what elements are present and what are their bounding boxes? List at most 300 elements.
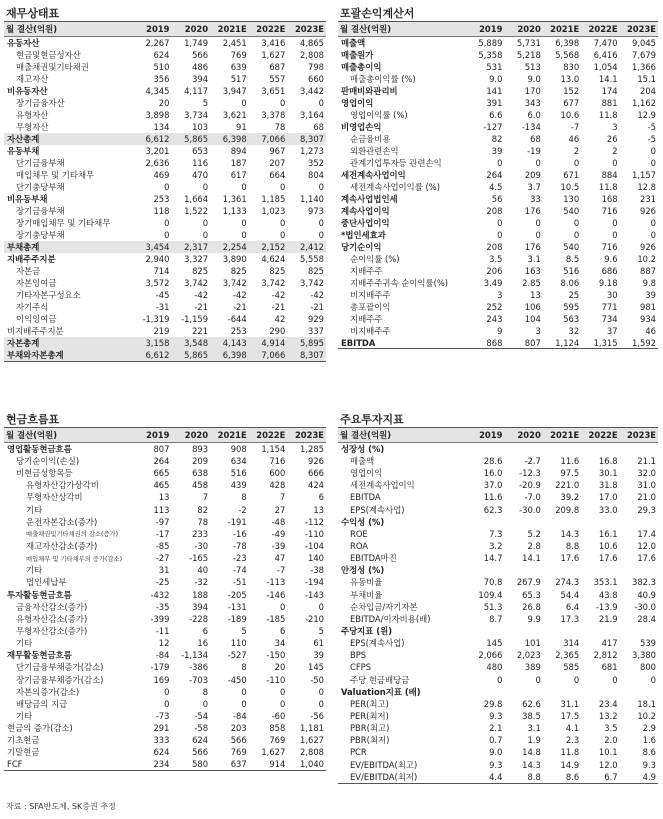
value-cell: 929	[308, 314, 324, 324]
value-cell: 39	[491, 146, 503, 156]
value-cell: 21.0	[637, 492, 656, 503]
value-cell: -113	[266, 577, 286, 588]
table-row	[4, 253, 326, 265]
value-cell: 10.6	[598, 541, 618, 552]
value-cell: 0	[279, 601, 286, 612]
value-cell: 8.6	[642, 747, 656, 758]
value-cell: 29.3	[637, 504, 656, 515]
value-cell: 7.3	[489, 528, 503, 539]
value-cell: 9,045	[632, 38, 656, 48]
row-label: 유형자산감소(증가)	[16, 613, 88, 624]
value-cell: 5	[241, 626, 247, 637]
row-label: 금융자산감소(증가)	[16, 601, 88, 612]
value-cell: 2.85	[522, 278, 541, 288]
table-row	[4, 564, 326, 576]
value-cell: -17	[155, 528, 170, 539]
value-cell: 3	[612, 122, 618, 132]
value-cell: 0	[535, 230, 541, 240]
value-cell: 68	[313, 122, 324, 132]
value-cell: 2,812	[593, 650, 618, 661]
value-cell: 0	[573, 158, 580, 168]
row-label: 수익성 (%)	[341, 516, 385, 527]
financial-table	[4, 21, 326, 362]
value-cell: 34	[274, 638, 286, 649]
value-cell	[620, 443, 658, 456]
value-cell: 1,181	[300, 723, 324, 734]
value-cell: 6,398	[555, 38, 580, 48]
value-cell: 0	[612, 158, 618, 168]
value-cell: -54	[194, 711, 209, 722]
row-label: 매출채권및기타채권의 감소(증가)	[26, 531, 119, 539]
value-cell: 40.9	[637, 589, 656, 600]
table-row	[338, 277, 658, 289]
value-cell: 11.8	[560, 747, 580, 758]
row-label: EBITDA마진	[350, 553, 397, 564]
table-row	[4, 193, 326, 205]
value-cell: 3	[535, 326, 541, 336]
value-cell: 118	[153, 206, 170, 216]
table-row	[338, 205, 658, 217]
row-label: 자본총계	[4, 337, 133, 349]
value-cell: 3,164	[300, 110, 324, 120]
value-cell: 716	[601, 206, 618, 216]
row-label: 영업활동현금흐름	[7, 444, 72, 454]
value-cell: -432	[150, 589, 170, 600]
table-row	[338, 229, 658, 241]
value-cell: 653	[192, 146, 209, 156]
table-row	[338, 576, 658, 588]
table-row	[338, 710, 658, 722]
value-cell: 209	[192, 456, 209, 467]
row-label: ROA	[350, 541, 368, 552]
value-cell: 188	[192, 589, 209, 600]
value-cell: 8	[241, 492, 247, 503]
value-cell: 54.4	[560, 589, 580, 600]
row-label: 비지배주주지분	[7, 326, 64, 336]
value-cell: 0	[650, 218, 656, 228]
row-label: 매입채무 및 기타채무	[16, 170, 95, 180]
value-cell: 0	[650, 230, 656, 240]
year-header: 2021E	[543, 428, 581, 443]
value-cell: 0	[318, 182, 324, 192]
value-cell: 145	[486, 638, 503, 649]
table-row	[4, 85, 326, 97]
row-label: 장기금융부채	[16, 206, 65, 216]
table-row	[4, 576, 326, 588]
value-cell: 887	[640, 266, 656, 276]
table-row	[4, 277, 326, 289]
value-cell: 6,416	[593, 50, 618, 60]
value-cell: 2,365	[555, 650, 580, 661]
value-cell: 169	[153, 674, 170, 685]
value-cell: 660	[308, 74, 324, 84]
value-cell: 0	[318, 218, 324, 228]
table-row	[4, 313, 326, 325]
value-cell: 1,040	[287, 759, 326, 771]
year-header: 2023E	[287, 428, 326, 443]
row-label: 주당 현금배당금	[350, 674, 410, 685]
table-row	[4, 479, 326, 491]
value-cell: 3,201	[145, 146, 170, 156]
value-cell: 207	[269, 158, 286, 168]
value-cell: 3,742	[261, 278, 286, 288]
value-cell: 1,361	[222, 194, 247, 204]
value-cell: -185	[266, 613, 286, 624]
table-row	[338, 37, 658, 50]
value-cell: -85	[155, 541, 170, 552]
value-cell: 68	[530, 134, 541, 144]
value-cell: -42	[271, 290, 286, 300]
value-cell: 163	[524, 266, 541, 276]
year-header: 2023E	[620, 22, 658, 37]
value-cell: 566	[192, 50, 209, 60]
value-cell: 3,572	[145, 278, 170, 288]
value-cell: 145	[308, 662, 324, 673]
value-cell: 624	[153, 50, 170, 60]
table-row	[338, 649, 658, 661]
value-cell: 3,651	[261, 86, 286, 96]
row-label: EPS(계속사업)	[350, 504, 405, 515]
value-cell: 382.3	[632, 577, 656, 588]
value-cell: 4.4	[466, 771, 504, 784]
value-cell: -51	[233, 577, 247, 588]
value-cell: -1,134	[181, 650, 209, 661]
value-cell: 1,154	[261, 444, 286, 454]
row-label: EV/EBITDA(최저)	[338, 771, 466, 784]
value-cell: 8,307	[287, 133, 326, 145]
row-label: 매출액	[350, 456, 375, 467]
value-cell: 0	[164, 182, 170, 192]
value-cell: 8.8	[565, 541, 580, 552]
value-cell: 486	[192, 62, 209, 72]
row-label: 비지배주주	[350, 326, 391, 336]
value-cell: 0	[241, 218, 247, 228]
value-cell: -7	[276, 565, 286, 576]
value-cell: 3,742	[184, 278, 209, 288]
row-label: 부채총계	[4, 241, 133, 253]
row-label: 당기순이익(손실)	[16, 456, 80, 467]
value-cell: 21.9	[598, 613, 618, 624]
value-cell: 666	[308, 468, 324, 479]
table-row	[4, 109, 326, 121]
value-cell: -42	[310, 290, 324, 300]
value-cell: 20	[158, 98, 170, 108]
value-cell: 967	[269, 146, 286, 156]
value-cell: 7,679	[632, 50, 656, 60]
value-cell: 82	[197, 504, 209, 515]
row-label: 현금의 증가(감소)	[7, 723, 73, 734]
row-label: 매출원가	[341, 50, 374, 60]
value-cell: 3,898	[145, 110, 170, 120]
value-cell: 14.1	[598, 74, 618, 84]
value-cell: 1,627	[261, 747, 286, 758]
row-label: 부채와자본총계	[4, 349, 133, 362]
value-cell: 8,307	[287, 349, 326, 362]
value-cell: 0	[497, 674, 503, 685]
row-label: 외환관련손익	[350, 146, 399, 156]
value-cell: 3,742	[222, 278, 247, 288]
value-cell: 394	[192, 601, 209, 612]
value-cell: 1,140	[300, 194, 324, 204]
value-cell: 16.8	[598, 456, 618, 467]
value-cell: 9.18	[598, 278, 618, 288]
value-cell: 106	[524, 302, 541, 312]
row-label: 투자활동현금흐름	[7, 589, 72, 600]
value-cell: 1,627	[261, 50, 286, 60]
value-cell: 17.3	[560, 613, 580, 624]
row-label: 계속사업이익	[341, 206, 390, 216]
value-cell: -13.9	[595, 601, 618, 612]
value-cell: 469	[153, 170, 170, 180]
value-cell: 40	[197, 565, 209, 576]
value-cell: 5	[318, 626, 324, 637]
table-row	[338, 722, 658, 734]
table-row	[4, 698, 326, 710]
table-row	[4, 746, 326, 758]
table-row	[4, 61, 326, 73]
table-row	[4, 759, 326, 771]
value-cell: 208	[486, 242, 503, 252]
value-cell: 4,345	[145, 86, 170, 96]
table-row	[338, 337, 658, 349]
value-cell: 91	[236, 122, 247, 132]
header-label: 월 결산(억원)	[4, 22, 133, 37]
value-cell: 356	[153, 74, 170, 84]
value-cell: 7,066	[249, 349, 288, 362]
value-cell: 9.6	[604, 254, 618, 264]
value-cell: 16.1	[598, 528, 618, 539]
row-label: FCF	[4, 759, 133, 771]
value-cell: 2,808	[300, 50, 324, 60]
value-cell	[466, 625, 504, 637]
value-cell: 8.6	[543, 771, 581, 784]
row-label: 유형자산	[16, 110, 49, 120]
row-label: 순차입금/자기자본	[350, 601, 418, 612]
row-label: 중단사업이익	[341, 218, 390, 228]
row-label: 자본잉여금	[16, 278, 57, 288]
value-cell: 3.7	[527, 182, 541, 192]
row-label: 무형자산상각비	[26, 492, 83, 503]
value-cell: 176	[524, 206, 541, 216]
value-cell: 2,066	[478, 650, 503, 661]
table-row	[338, 455, 658, 467]
value-cell: -23	[233, 553, 247, 564]
value-cell	[466, 686, 504, 698]
table-row	[338, 698, 658, 710]
value-cell: 6.4	[565, 601, 580, 612]
value-cell: 1,522	[184, 206, 209, 216]
row-label: 영업이익률 (%)	[350, 110, 408, 120]
table-row	[4, 504, 326, 516]
row-label: 세전계속사업이익	[350, 480, 415, 491]
value-cell: 17.6	[637, 553, 656, 564]
value-cell: 141	[486, 86, 503, 96]
value-cell: 4.1	[565, 723, 580, 734]
table-row	[4, 241, 326, 253]
value-cell: -7	[570, 122, 580, 132]
value-cell: 439	[230, 480, 247, 491]
value-cell: 5,865	[171, 349, 210, 362]
table-row	[338, 73, 658, 85]
value-cell: -49	[271, 528, 286, 539]
value-cell: 0	[202, 218, 209, 228]
value-cell: 677	[563, 98, 580, 108]
value-cell: 21.1	[637, 456, 656, 467]
value-cell: 1,366	[632, 62, 656, 72]
table-row	[338, 661, 658, 673]
value-cell: 3,158	[133, 337, 172, 349]
value-cell: 11.6	[483, 492, 503, 503]
value-cell: 9.0	[489, 74, 503, 84]
value-cell: 7	[202, 492, 209, 503]
value-cell: 687	[269, 62, 286, 72]
value-cell: -84	[155, 650, 170, 661]
value-cell: 290	[269, 326, 286, 336]
value-cell: 3,742	[300, 278, 324, 288]
value-cell: 8	[202, 686, 209, 697]
value-cell: 769	[269, 735, 286, 746]
table-row	[4, 589, 326, 601]
value-cell: -38	[310, 565, 324, 576]
value-cell: -134	[521, 122, 541, 132]
table-row	[4, 455, 326, 467]
value-cell: 671	[563, 170, 580, 180]
value-cell: 134	[153, 122, 170, 132]
row-label: 배당금의 지급	[16, 698, 68, 709]
value-cell: 595	[563, 302, 580, 312]
value-cell: 5,358	[478, 50, 503, 60]
value-cell: 219	[153, 326, 170, 336]
value-cell: 2,451	[222, 38, 247, 48]
value-cell: 0	[318, 230, 324, 240]
value-cell: 12.9	[637, 110, 656, 120]
year-header: 2019	[133, 428, 172, 443]
value-cell: -35	[155, 601, 170, 612]
row-label: 이익잉여금	[16, 314, 57, 324]
value-cell: 4,624	[261, 254, 286, 264]
value-cell: 70.8	[483, 577, 503, 588]
value-cell: 29.8	[483, 698, 503, 709]
value-cell: 0	[612, 218, 618, 228]
row-label: 자본금	[16, 266, 41, 276]
value-cell: 2,940	[145, 254, 170, 264]
row-label: 기타	[16, 711, 33, 722]
value-cell: -179	[150, 662, 170, 673]
header-label: 월 결산(억원)	[4, 428, 133, 443]
value-cell: 6,398	[210, 133, 249, 145]
value-cell: 0	[164, 218, 170, 228]
value-cell: 914	[249, 759, 288, 771]
value-cell: 7	[279, 492, 286, 503]
value-cell	[620, 564, 658, 576]
value-cell: 1,592	[620, 337, 658, 349]
value-cell: 458	[192, 480, 209, 491]
table-row	[4, 528, 326, 540]
row-label: 기말현금	[7, 747, 40, 758]
row-label: 재고자산감소(증가)	[26, 541, 98, 552]
row-label: 순금융비용	[350, 134, 391, 144]
value-cell: -48	[271, 516, 286, 527]
value-cell: -16	[233, 528, 247, 539]
value-cell: -30.0	[634, 601, 656, 612]
value-cell: -21	[194, 302, 209, 312]
row-label: 당기순이익	[341, 242, 382, 252]
table-row	[4, 552, 326, 564]
value-cell: 2,317	[171, 241, 210, 253]
row-label: EV/EBITDA(최고)	[350, 759, 418, 770]
value-cell: 65.3	[522, 589, 541, 600]
value-cell: 253	[230, 326, 247, 336]
table-row	[338, 552, 658, 564]
value-cell: 10.6	[560, 110, 580, 120]
value-cell: 771	[601, 302, 618, 312]
value-cell: 243	[486, 314, 503, 324]
table-row	[338, 133, 658, 145]
value-cell: 0	[650, 146, 656, 156]
value-cell: 20	[274, 662, 286, 673]
value-cell: 428	[269, 480, 286, 491]
value-cell: 42	[274, 314, 286, 324]
row-label: 매입채무 및 기타채무의 증가(감소)	[26, 555, 123, 563]
value-cell: 1,749	[184, 38, 209, 48]
value-cell: 274.3	[555, 577, 580, 588]
row-label: 자산총계	[4, 133, 133, 145]
row-label: Valuation지표 (배)	[341, 686, 421, 697]
value-cell: -146	[266, 589, 286, 600]
year-header: 2020	[171, 22, 210, 37]
row-label: 판매비와관리비	[341, 86, 398, 96]
value-cell: 807	[153, 444, 170, 454]
value-cell: -165	[189, 553, 209, 564]
value-cell: 0	[535, 674, 541, 685]
value-cell: -30.0	[519, 504, 541, 515]
year-header: 2023E	[287, 22, 326, 37]
value-cell: 881	[601, 98, 618, 108]
value-cell: 3,327	[184, 254, 209, 264]
value-cell: 2.1	[489, 723, 503, 734]
value-cell: 894	[230, 146, 247, 156]
value-cell: 858	[269, 723, 286, 734]
value-cell: 14.9	[560, 759, 580, 770]
table-row	[338, 589, 658, 601]
value-cell	[504, 443, 542, 456]
balance-sheet-panel	[4, 6, 326, 362]
value-cell: 3,454	[133, 241, 172, 253]
value-cell: 0	[279, 218, 286, 228]
value-cell: 800	[640, 662, 656, 673]
value-cell: 0	[241, 182, 247, 192]
row-label: PER(최고)	[350, 698, 389, 709]
value-cell: 10.2	[637, 711, 656, 722]
value-cell: -21	[233, 302, 247, 312]
value-cell: 0	[318, 686, 324, 697]
table-row	[4, 133, 326, 145]
value-cell: 37	[606, 326, 618, 336]
row-label: 현금및현금성자산	[16, 50, 81, 60]
value-cell: 2,808	[300, 747, 324, 758]
value-cell: 17.5	[560, 711, 580, 722]
row-label: 세전계속사업이익	[341, 170, 406, 180]
value-cell: 97.5	[560, 468, 580, 479]
value-cell: 0	[279, 230, 286, 240]
row-label: 지배주주	[350, 266, 383, 276]
value-cell: 253	[153, 194, 170, 204]
value-cell: 825	[308, 266, 324, 276]
value-cell: -527	[227, 650, 247, 661]
row-label: 영업이익	[341, 98, 374, 108]
value-cell: 51.3	[483, 601, 503, 612]
value-cell: 15.1	[637, 74, 656, 84]
